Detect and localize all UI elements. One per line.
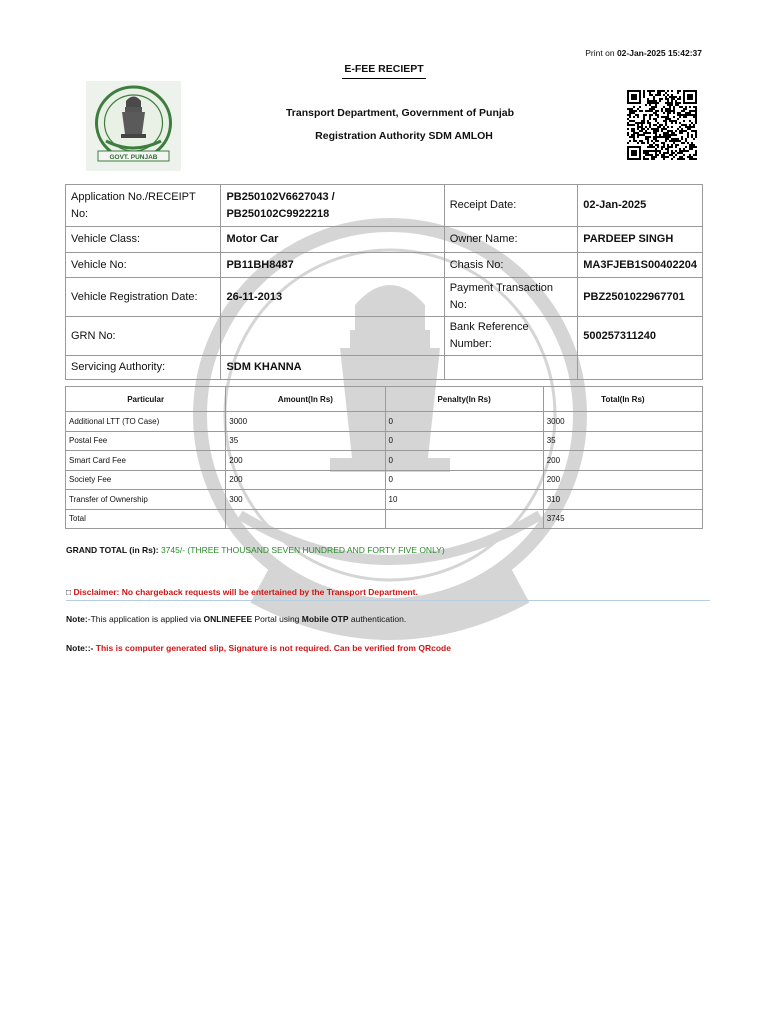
bank-reference-value: 500257311240 bbox=[578, 317, 703, 356]
punjab-emblem-logo bbox=[86, 81, 181, 171]
fee-row bbox=[66, 431, 703, 451]
vehicle-class-label: Vehicle Class: bbox=[66, 227, 221, 253]
servicing-authority-value: SDM KHANNA bbox=[221, 356, 444, 380]
fee-particular: Total bbox=[66, 509, 226, 529]
fee-amount: 3000 bbox=[226, 412, 385, 432]
fee-table bbox=[65, 386, 703, 529]
disclaimer bbox=[66, 587, 418, 597]
registration-date-label: Vehicle Registration Date: bbox=[66, 278, 221, 317]
note1-post: authentication. bbox=[348, 614, 407, 624]
fee-total: 310 bbox=[543, 490, 702, 510]
payment-transaction-label: Payment Transaction No: bbox=[444, 278, 578, 317]
receipt-title-text: E-FEE RECIEPT bbox=[342, 63, 425, 79]
grand-total bbox=[66, 545, 445, 555]
note1-label: Note: bbox=[66, 614, 88, 624]
note1-mid: Portal using bbox=[252, 614, 302, 624]
fee-particular: Postal Fee bbox=[66, 431, 226, 451]
application-no-value-line2: PB250102C9922218 bbox=[226, 207, 330, 220]
print-label: Print on bbox=[585, 48, 615, 58]
grn-value bbox=[221, 317, 444, 356]
fee-total: 200 bbox=[543, 451, 702, 471]
servicing-authority-label: Servicing Authority: bbox=[66, 356, 221, 380]
divider bbox=[66, 600, 710, 601]
fee-total: 35 bbox=[543, 431, 702, 451]
note1-pre: -This application is applied via bbox=[87, 614, 204, 624]
fee-total: 200 bbox=[543, 470, 702, 490]
disclaimer-text: Disclaimer: No chargeback requests will be entertained by the Transport Department. bbox=[73, 587, 418, 597]
fee-row bbox=[66, 490, 703, 510]
fee-penalty: 0 bbox=[385, 412, 543, 432]
vehicle-no-value: PB11BH8487 bbox=[221, 253, 444, 278]
print-datetime: 02-Jan-2025 15:42:37 bbox=[616, 48, 702, 58]
grand-total-label: GRAND TOTAL (in Rs): bbox=[66, 545, 159, 555]
fee-penalty: 0 bbox=[385, 431, 543, 451]
application-no-value bbox=[221, 185, 444, 227]
application-no-label: Application No./RECEIPT No: bbox=[66, 185, 221, 227]
fee-penalty: 10 bbox=[385, 490, 543, 510]
fee-amount: 200 bbox=[226, 451, 385, 471]
grn-label: GRN No: bbox=[66, 317, 221, 356]
receipt-date-value: 02-Jan-2025 bbox=[578, 185, 703, 227]
fee-amount: 300 bbox=[226, 490, 385, 510]
fee-row bbox=[66, 451, 703, 471]
total-header: Total(In Rs) bbox=[543, 387, 702, 412]
chasis-no-value: MA3FJEB1S00402204 bbox=[578, 253, 703, 278]
penalty-header: Penalty(In Rs) bbox=[385, 387, 543, 412]
note2-text: This is computer generated slip, Signature is not required. Can be verified from QRcode bbox=[93, 643, 451, 653]
amount-header: Amount(In Rs) bbox=[226, 387, 385, 412]
fee-particular: Society Fee bbox=[66, 470, 226, 490]
fee-penalty: 0 bbox=[385, 451, 543, 471]
payment-transaction-value: PBZ2501022967701 bbox=[578, 278, 703, 317]
note-application bbox=[66, 614, 406, 624]
note-signature bbox=[66, 643, 451, 653]
fee-particular: Additional LTT (TO Case) bbox=[66, 412, 226, 432]
fee-row bbox=[66, 470, 703, 490]
chasis-no-label: Chasis No: bbox=[444, 253, 578, 278]
receipt-date-label: Receipt Date: bbox=[444, 185, 578, 227]
fee-total: 3000 bbox=[543, 412, 702, 432]
bank-reference-label: Bank Reference Number: bbox=[444, 317, 578, 356]
note2-label: Note::- bbox=[66, 643, 94, 653]
empty-cell bbox=[578, 356, 703, 380]
fee-total: 3745 bbox=[543, 509, 702, 529]
department-name: Transport Department, Government of Punjab bbox=[285, 107, 515, 119]
vehicle-no-label: Vehicle No: bbox=[66, 253, 221, 278]
fee-table-header bbox=[66, 387, 703, 412]
fee-total-row bbox=[66, 509, 703, 529]
grand-total-words: (THREE THOUSAND SEVEN HUNDRED AND FORTY FIVE ONLY) bbox=[187, 545, 445, 555]
owner-name-label: Owner Name: bbox=[444, 227, 578, 253]
empty-cell bbox=[444, 356, 578, 380]
grand-total-amount: 3745/- bbox=[160, 545, 186, 555]
registration-authority: Registration Authority SDM AMLOH bbox=[315, 130, 493, 142]
fee-penalty: 0 bbox=[385, 470, 543, 490]
registration-date-value: 26-11-2013 bbox=[221, 278, 444, 317]
fee-amount: 200 bbox=[226, 470, 385, 490]
vehicle-class-value: Motor Car bbox=[221, 227, 444, 253]
note1-portal: ONLINEFEE bbox=[203, 614, 253, 624]
disclaimer-icon: □ bbox=[66, 587, 72, 597]
fee-amount bbox=[226, 509, 385, 529]
receipt-title bbox=[0, 63, 768, 79]
application-no-value-line1: PB250102V6627043 / bbox=[226, 190, 335, 203]
fee-particular: Transfer of Ownership bbox=[66, 490, 226, 510]
particular-header: Particular bbox=[66, 387, 226, 412]
emblem-text: GOVT. PUNJAB bbox=[109, 154, 158, 161]
fee-particular: Smart Card Fee bbox=[66, 451, 226, 471]
print-info bbox=[585, 48, 702, 58]
vehicle-details-table bbox=[65, 184, 703, 380]
fee-amount: 35 bbox=[226, 431, 385, 451]
fee-penalty bbox=[385, 509, 543, 529]
owner-name-value: PARDEEP SINGH bbox=[578, 227, 703, 253]
fee-row bbox=[66, 412, 703, 432]
qr-code bbox=[627, 90, 697, 160]
note1-method: Mobile OTP bbox=[301, 614, 349, 624]
